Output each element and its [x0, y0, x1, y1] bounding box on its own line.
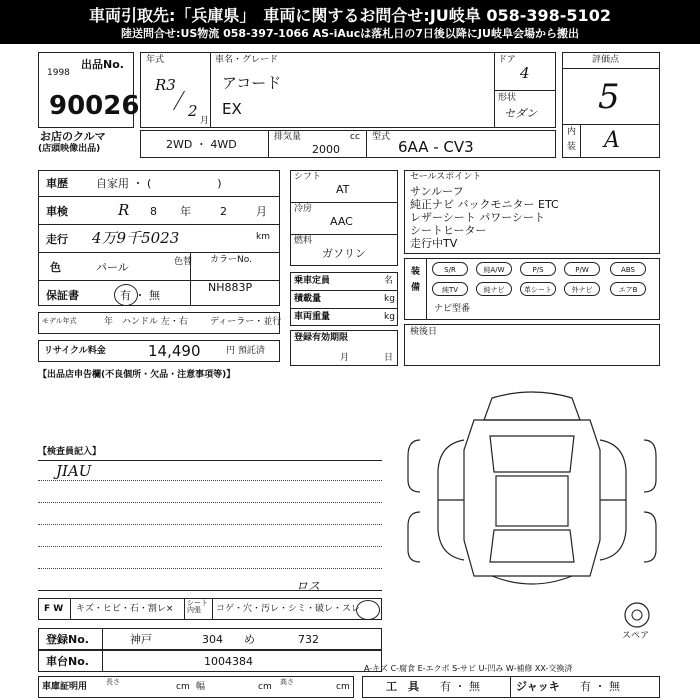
lot-box	[38, 52, 140, 128]
damage-legend: A-キズ C-腐食 E-エクボ S-サビ U-凹み W-補修 XX-交換済	[364, 664, 573, 673]
cert-unit-3: cm	[336, 682, 350, 692]
registration-number: 732	[298, 633, 319, 646]
model-grade: EX	[222, 100, 242, 118]
model-code-value: 6AA - CV3	[398, 138, 474, 156]
equip-aw: 純A/W	[476, 262, 512, 276]
dealer-value: ディーラー・並行	[210, 317, 282, 327]
color-change-label: 色替	[174, 257, 193, 267]
sales-point-item: 純正ナビ バックモニター ETC	[410, 198, 559, 211]
lot-label: 出品No.	[81, 58, 124, 71]
year-label: 年式	[146, 55, 165, 65]
equip-pw: P/W	[564, 262, 600, 276]
displacement-unit: cc	[350, 132, 360, 142]
inspection-month-unit: 月	[256, 205, 267, 218]
fuel-label: 燃料	[294, 236, 313, 246]
handle-value: ハンドル 左・右	[122, 317, 188, 327]
post-notes-label: 検後日	[410, 327, 438, 337]
equip-abs: ABS	[610, 262, 646, 276]
weight-unit: kg	[384, 312, 395, 322]
lot-year-tag: 1998	[47, 68, 70, 78]
year-month: 2	[188, 102, 198, 120]
recycle-unit: 円 預託済	[226, 346, 265, 356]
capacity-unit: 名	[384, 276, 394, 286]
mileage-value: 4万9千5023	[92, 229, 180, 247]
post-notes-box	[404, 324, 660, 366]
load-unit: kg	[384, 294, 395, 304]
equip-ps: P/S	[520, 262, 556, 276]
warranty-label: 保証書	[46, 289, 79, 302]
registration-place: 神戸	[130, 633, 152, 646]
cert-unit-1: cm	[176, 682, 190, 692]
header-line-2: 陸送問合せ:US物流 058-397-1066 AS-iAucは落札日の7日後以降にJU岐阜会場から搬出	[121, 27, 579, 40]
header-line-1: 車両引取先:「兵庫県」 車両に関するお問合せ:JU岐阜 058-398-5102	[89, 6, 611, 25]
chassis-label: 車台No.	[46, 655, 89, 668]
equip-tv: 純TV	[432, 282, 468, 296]
spare-label: スペア	[622, 631, 650, 641]
cert-label: 車庫証明用	[42, 682, 88, 692]
cert-height: 高さ	[280, 678, 294, 686]
inspection-year: 8	[150, 205, 157, 218]
equipment-label-2: 備	[411, 283, 421, 293]
capacity-label: 乗車定員	[294, 276, 331, 286]
color-value: パール	[96, 261, 129, 274]
shape-label: 形状	[498, 93, 517, 103]
history-value: 自家用 ・ ( )	[96, 177, 222, 190]
car-diagram	[404, 380, 660, 600]
fw-seat-items: コゲ・穴・汚レ・シミ・破レ・スレ	[216, 604, 361, 614]
load-label: 積載量	[294, 294, 322, 304]
displacement-value: 2000	[312, 143, 340, 156]
warranty-options: 有 ・ 無	[120, 289, 160, 302]
inspection-label: 車検	[46, 205, 68, 218]
registration-class: 304	[202, 633, 223, 646]
registration-kana: め	[244, 633, 255, 646]
shift-label: シフト	[294, 172, 322, 182]
shop-line-2: (店頭映像出品)	[38, 144, 101, 154]
header-banner	[0, 0, 700, 44]
model-name: アコード	[222, 74, 282, 92]
inspection-era: R	[118, 201, 130, 219]
equip-sr: S/R	[432, 262, 468, 276]
color-label: 色	[50, 261, 61, 274]
equip-airbag: エアB	[610, 282, 646, 296]
shift-value: AT	[336, 183, 350, 196]
sales-point-item: レザーシート パワーシート	[410, 211, 546, 224]
recycle-label: リサイクル料金	[44, 346, 106, 356]
fuel-value: ガソリン	[322, 247, 366, 260]
interior-value: A	[604, 128, 620, 153]
reg-expiry-month-unit: 月	[340, 353, 350, 363]
fw-seat-label: シート内張	[187, 599, 208, 614]
score-value: 5	[598, 77, 620, 117]
cert-long: 長さ	[106, 678, 120, 686]
aircon-value: AAC	[330, 215, 353, 228]
registration-label: 登録No.	[46, 633, 89, 646]
jack-label: ジャッキ	[516, 680, 560, 693]
mileage-unit: km	[256, 232, 270, 242]
fw-handwritten: ロス	[296, 579, 321, 593]
inspection-year-unit: 年	[180, 205, 191, 218]
tools-options: 有 ・ 無	[440, 680, 480, 693]
color-code: NH883P	[208, 281, 253, 294]
aircon-label: 冷房	[294, 204, 313, 214]
model-code-label: 型式	[372, 132, 391, 142]
score-label: 評価点	[592, 55, 620, 65]
year-month-unit: 月	[200, 116, 210, 126]
color-code-label: カラーNo.	[210, 255, 252, 265]
displacement-label: 排気量	[274, 132, 302, 142]
reg-expiry-label: 登録有効期限	[294, 333, 349, 343]
mileage-label: 走行	[46, 233, 68, 246]
navi-note: ナビ型番	[434, 304, 471, 314]
drive-value: 2WD ・ 4WD	[166, 138, 237, 151]
shop-line-1: お店のクルマ	[40, 130, 106, 143]
equip-leather: 革シート	[520, 282, 556, 296]
equip-navi: 純ナビ	[476, 282, 512, 296]
weight-label: 車両重量	[294, 312, 331, 322]
recycle-value: 14,490	[148, 342, 201, 360]
sales-points-label: セールスポイント	[410, 172, 482, 182]
lot-number: 90026	[49, 91, 140, 121]
sales-point-item: シートヒーター	[410, 224, 487, 237]
cert-width: 幅	[196, 682, 206, 692]
seller-notes-label: 【出品店申告欄(不良個所・欠品・注意事項等)】	[38, 370, 236, 380]
inspection-month: 2	[220, 205, 227, 218]
chassis-value: 1004384	[204, 655, 253, 668]
spare-tire-icon	[622, 600, 652, 630]
equipment-label-1: 装	[411, 267, 421, 277]
doors-label: ドア	[498, 55, 516, 65]
fw-label: F W	[44, 604, 64, 614]
year-era: R3	[155, 76, 176, 94]
jack-options: 有 ・ 無	[580, 680, 620, 693]
shape-value: セダン	[504, 107, 538, 120]
fw-items: キズ・ヒビ・石・割レ×	[76, 604, 174, 614]
equip-ext-navi: 外ナビ	[564, 282, 600, 296]
interior-label-2: 装	[567, 142, 577, 152]
sales-point-item: サンルーフ	[410, 185, 464, 198]
reg-expiry-day-unit: 日	[384, 353, 394, 363]
model-year-unit: 年	[104, 317, 114, 327]
cert-unit-2: cm	[258, 682, 272, 692]
inspector-note: JIAU	[56, 462, 92, 480]
sales-point-item: 走行中TV	[410, 237, 458, 250]
doors-value: 4	[520, 64, 530, 82]
model-label: 車名・グレード	[215, 55, 279, 65]
model-year-label: モデル年式	[42, 317, 77, 325]
tools-label: 工 具	[386, 680, 419, 693]
interior-label-1: 内	[567, 127, 577, 137]
inspector-label: 【検査員記入】	[38, 447, 102, 457]
history-label: 車歴	[46, 177, 68, 190]
